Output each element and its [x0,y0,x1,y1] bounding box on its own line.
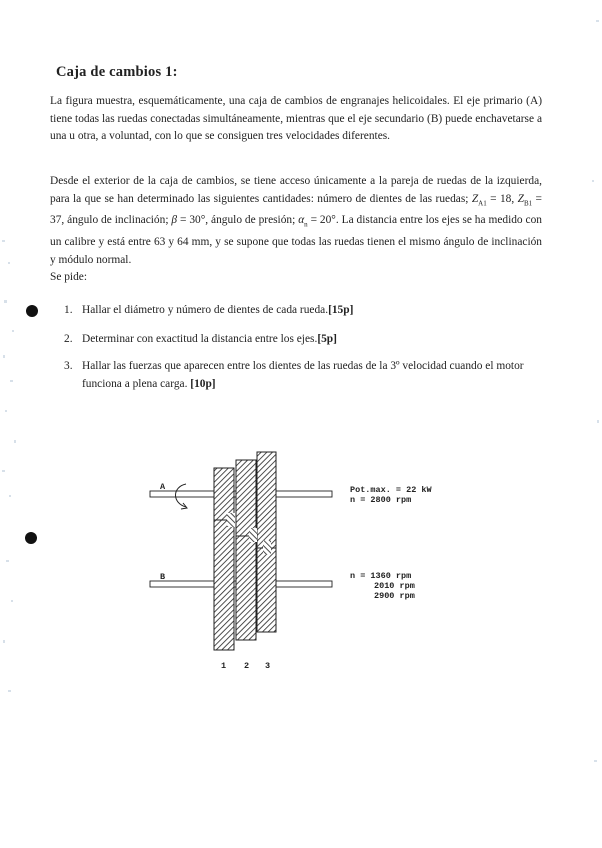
se-pide-label: Se pide: [50,271,88,283]
output-speed-3: 2900 rpm [374,591,415,601]
output-speed-2: 2010 rpm [374,581,415,591]
gear-label-2: 2 [244,661,250,671]
gear-1-wheel [214,468,234,650]
intro-paragraph: La figura muestra, esquemáticamente, una caja de cambios de engranajes helicoidales. El eje primario (A) tiene todas las ruedas conectadas simultáneamente, mientras que el eje secundario (B) puede enchavetarse a una u otra, a voluntad, con lo que se consiguen tres velocidades diferentes. [50,95,542,142]
task-number: 1. [64,304,73,316]
shaft-a-label: A [160,482,166,492]
task-points: [15p] [328,304,354,316]
task-text: Hallar las fuerzas que aparecen entre los dientes de las ruedas de la 3º velocidad cuando el motor funciona a plena carga. [10p] [82,360,524,390]
task-points: [5p] [317,333,337,345]
input-speed: n = 2800 rpm [350,495,412,505]
task-number: 3. [64,360,73,372]
task-points: [10p] [190,377,216,390]
task-text: Determinar con exactitud la distancia entre los ejes.[5p] [82,333,337,345]
task-number: 2. [64,333,73,345]
output-speed-1: n = 1360 rpm [350,571,412,581]
power-spec: Pot.max. = 22 kW [350,485,432,495]
problem-title: Caja de cambios 1: [56,64,178,80]
gear-2-wheel [236,460,256,640]
task-text: Hallar el diámetro y número de dientes de cada rueda.[15p] [82,304,354,316]
gear-label-3: 3 [265,661,271,671]
data-paragraph: Desde el exterior de la caja de cambios, se tiene acceso únicamente a la pareja de ruedas de la izquierda, para la que se han determinado las siguientes cantidades: número de dientes de las ruedas; $Z_{A1} = 18$, $Z_{B1} = 37$, ángulo de inclinación; β = 30°, ángulo de presión; $\alpha_n = 20^\circ$. La distancia entre los ejes se ha medido con un calibre y está entre 63 y 64 mm, y se supone que todas las ruedas tienen el mismo ángulo de inclinación y módulo normal. [50,175,542,266]
shaft-b-label: B [160,572,166,582]
gear-label-1: 1 [221,661,227,671]
